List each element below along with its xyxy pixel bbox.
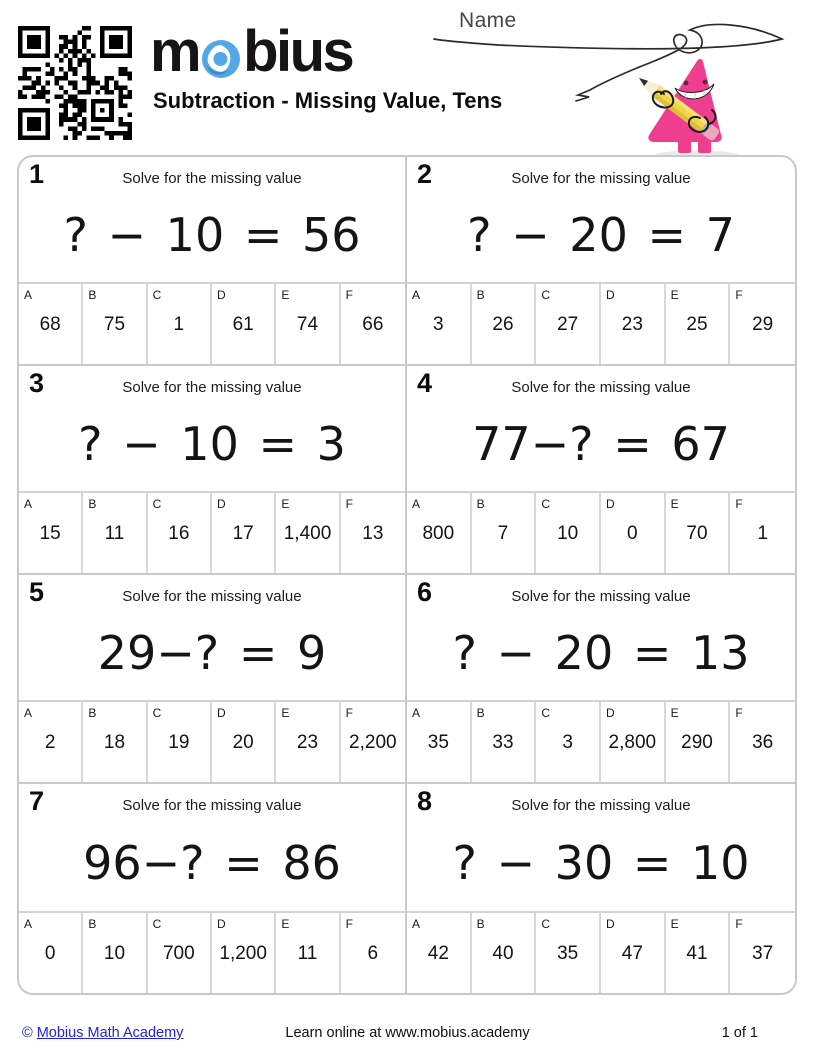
problem-prompt: Solve for the missing value	[122, 797, 302, 814]
answer-option-b	[83, 702, 147, 782]
answer-value: 2,200	[349, 732, 397, 753]
answer-option-b	[83, 913, 147, 993]
answer-option-d	[212, 913, 276, 993]
answer-option-a	[19, 493, 83, 573]
answer-option-e	[276, 284, 340, 364]
problem-prompt: Solve for the missing value	[122, 588, 302, 605]
problem-number: 2	[417, 159, 433, 189]
answer-letter: B	[88, 497, 97, 511]
answer-letter: A	[24, 497, 33, 511]
worksheet-grid	[17, 155, 797, 995]
answer-letter: C	[541, 497, 550, 511]
problem-card-1	[19, 157, 407, 366]
answer-options	[407, 911, 795, 993]
answer-letter: D	[605, 706, 615, 720]
answer-letter: A	[412, 497, 421, 511]
problem-equation: 96−? = 86	[83, 835, 341, 890]
footer-learn-online-text: Learn online at www.mobius.academy	[285, 1025, 530, 1041]
answer-letter: C	[152, 288, 162, 302]
answer-letter: A	[24, 917, 33, 931]
page-number: 1 of 1	[721, 1025, 758, 1041]
answer-value: 20	[232, 732, 254, 753]
answer-value: 75	[103, 314, 126, 335]
answer-letter: D	[217, 288, 226, 302]
answer-value: 10	[557, 523, 579, 544]
answer-letter: E	[670, 497, 679, 511]
answer-letter: F	[345, 706, 353, 720]
name-field-label: Name	[459, 9, 517, 32]
answer-letter: F	[345, 497, 353, 511]
answer-value: 11	[297, 943, 318, 964]
answer-letter: D	[605, 917, 615, 931]
answer-option-d	[601, 702, 666, 782]
answer-letter: D	[217, 917, 226, 931]
answer-value: 27	[557, 314, 579, 335]
problem-equation: 29−? = 9	[97, 625, 327, 680]
mobius-math-academy-link[interactable]: Mobius Math Academy	[36, 1025, 184, 1041]
logo-text-suffix: bius	[243, 19, 353, 84]
page-footer	[0, 1025, 815, 1047]
answer-option-b	[472, 702, 537, 782]
mobius-logo-orb-icon	[201, 39, 241, 79]
answer-option-b	[472, 284, 537, 364]
problem-prompt: Solve for the missing value	[122, 379, 302, 396]
answer-option-e	[666, 702, 731, 782]
answer-value: 1	[757, 523, 768, 544]
problem-prompt: Solve for the missing value	[122, 170, 302, 187]
answer-value: 17	[232, 523, 254, 544]
answer-value: 37	[752, 943, 774, 964]
problem-number: 6	[417, 577, 433, 607]
answer-value: 1	[173, 314, 185, 335]
answer-value: 41	[686, 943, 708, 964]
answer-option-d	[601, 284, 666, 364]
qr-code	[18, 26, 132, 140]
answer-value: 23	[296, 732, 319, 753]
answer-letter: F	[345, 288, 353, 302]
pencil-character-illustration	[428, 18, 800, 160]
problem-card-6	[407, 575, 795, 784]
answer-option-a	[19, 284, 83, 364]
answer-value: 42	[427, 943, 449, 964]
mobius-logo	[150, 19, 353, 84]
answer-option-c	[536, 702, 601, 782]
answer-option-c	[536, 284, 601, 364]
answer-letter: D	[605, 288, 615, 302]
answer-value: 33	[492, 732, 514, 753]
answer-options	[19, 911, 405, 993]
answer-letter: E	[670, 917, 679, 931]
problem-number: 3	[29, 368, 45, 398]
answer-letter: C	[541, 917, 550, 931]
answer-value: 290	[681, 732, 713, 753]
answer-option-f	[730, 913, 795, 993]
problem-prompt: Solve for the missing value	[511, 170, 691, 187]
answer-letter: C	[541, 288, 550, 302]
answer-value: 23	[621, 314, 643, 335]
answer-value: 0	[627, 523, 638, 544]
answer-option-d	[212, 493, 276, 573]
answer-option-e	[666, 913, 731, 993]
answer-value: 2,800	[608, 732, 657, 753]
answer-option-a	[407, 702, 472, 782]
answer-letter: F	[735, 917, 743, 931]
answer-value: 3	[562, 732, 573, 753]
answer-value: 35	[427, 732, 449, 753]
answer-option-f	[730, 284, 795, 364]
problem-card-2	[407, 157, 795, 366]
answer-value: 29	[752, 314, 774, 335]
logo-text-prefix: m	[150, 19, 200, 84]
answer-letter: E	[670, 288, 679, 302]
answer-value: 35	[557, 943, 579, 964]
problem-card-3	[19, 366, 407, 575]
answer-option-b	[83, 493, 147, 573]
answer-options	[407, 491, 795, 573]
answer-option-c	[148, 284, 212, 364]
answer-option-b	[472, 913, 537, 993]
answer-value: 25	[686, 314, 708, 335]
answer-letter: B	[88, 917, 97, 931]
answer-option-b	[472, 493, 537, 573]
problem-equation: ? − 10 = 3	[78, 416, 346, 471]
answer-letter: E	[281, 917, 290, 931]
answer-value: 11	[104, 523, 125, 544]
problem-number: 1	[29, 159, 45, 189]
problem-card-8	[407, 784, 795, 993]
answer-option-f	[341, 702, 405, 782]
answer-value: 40	[492, 943, 514, 964]
name-underline-doodle	[434, 24, 782, 101]
answer-option-e	[276, 702, 340, 782]
answer-options	[407, 700, 795, 782]
answer-letter: E	[670, 706, 679, 720]
answer-value: 13	[362, 523, 384, 544]
answer-options	[19, 700, 405, 782]
answer-value: 61	[232, 314, 254, 335]
problem-number: 5	[29, 577, 45, 607]
answer-letter: B	[476, 497, 485, 511]
answer-option-c	[536, 913, 601, 993]
answer-value: 47	[621, 943, 643, 964]
answer-option-f	[341, 284, 405, 364]
answer-option-f	[341, 913, 405, 993]
answer-option-d	[601, 913, 666, 993]
answer-value: 15	[39, 523, 61, 544]
answer-letter: D	[217, 706, 226, 720]
problem-prompt: Solve for the missing value	[511, 588, 691, 605]
answer-option-d	[212, 702, 276, 782]
answer-letter: B	[88, 706, 97, 720]
answer-value: 68	[39, 314, 61, 335]
copyright-symbol: ©	[22, 1025, 33, 1041]
answer-option-f	[341, 493, 405, 573]
answer-option-d	[601, 493, 666, 573]
answer-letter: C	[152, 706, 162, 720]
problem-equation: ? − 30 = 10	[452, 835, 750, 890]
problem-equation: ? − 10 = 56	[63, 207, 361, 262]
problem-card-4	[407, 366, 795, 575]
answer-value: 10	[103, 943, 126, 964]
answer-letter: F	[735, 497, 743, 511]
answer-option-a	[19, 913, 83, 993]
answer-value: 18	[103, 732, 126, 753]
answer-value: 66	[362, 314, 384, 335]
answer-letter: B	[476, 917, 485, 931]
answer-value: 700	[162, 943, 195, 964]
answer-value: 36	[752, 732, 774, 753]
problem-number: 7	[29, 786, 45, 816]
answer-option-c	[148, 913, 212, 993]
problem-prompt: Solve for the missing value	[511, 379, 691, 396]
problem-number: 4	[417, 368, 433, 398]
answer-letter: D	[605, 497, 615, 511]
problem-prompt: Solve for the missing value	[511, 797, 691, 814]
answer-value: 1,200	[219, 943, 267, 964]
answer-value: 800	[422, 523, 455, 544]
answer-option-a	[407, 284, 472, 364]
answer-option-e	[276, 913, 340, 993]
answer-letter: E	[281, 497, 290, 511]
answer-option-f	[730, 702, 795, 782]
answer-letter: F	[345, 917, 353, 931]
problem-equation: 77−? = 67	[472, 416, 730, 471]
answer-option-a	[407, 493, 472, 573]
answer-value: 2	[44, 732, 56, 753]
answer-option-e	[276, 493, 340, 573]
problem-equation: ? − 20 = 7	[467, 207, 735, 262]
answer-option-f	[730, 493, 795, 573]
answer-letter: D	[217, 497, 226, 511]
answer-option-c	[536, 493, 601, 573]
answer-value: 70	[686, 523, 708, 544]
answer-letter: C	[152, 917, 162, 931]
problem-equation: ? − 20 = 13	[452, 625, 750, 680]
worksheet-title: Subtraction - Missing Value, Tens	[153, 88, 503, 113]
problem-card-5	[19, 575, 407, 784]
answer-option-e	[666, 493, 731, 573]
answer-value: 16	[168, 523, 190, 544]
answer-letter: F	[735, 706, 743, 720]
answer-letter: B	[476, 706, 485, 720]
answer-options	[407, 282, 795, 364]
answer-value: 26	[492, 314, 514, 335]
answer-option-d	[212, 284, 276, 364]
answer-value: 3	[433, 314, 444, 335]
answer-letter: A	[412, 917, 421, 931]
answer-value: 19	[168, 732, 190, 753]
answer-option-c	[148, 493, 212, 573]
answer-options	[19, 491, 405, 573]
answer-value: 74	[296, 314, 319, 335]
answer-letter: E	[281, 706, 290, 720]
answer-letter: B	[88, 288, 97, 302]
answer-letter: A	[412, 706, 421, 720]
answer-value: 7	[497, 523, 509, 544]
problem-card-7	[19, 784, 407, 993]
answer-value: 1,400	[283, 523, 332, 544]
answer-letter: A	[24, 288, 33, 302]
answer-options	[19, 282, 405, 364]
answer-option-e	[666, 284, 731, 364]
answer-letter: C	[541, 706, 550, 720]
answer-letter: A	[24, 706, 33, 720]
answer-letter: B	[476, 288, 485, 302]
answer-letter: F	[735, 288, 743, 302]
answer-option-a	[407, 913, 472, 993]
problem-number: 8	[417, 786, 433, 816]
answer-value: 6	[367, 943, 379, 964]
answer-option-c	[148, 702, 212, 782]
answer-letter: A	[412, 288, 421, 302]
answer-value: 0	[44, 943, 56, 964]
answer-option-a	[19, 702, 83, 782]
answer-option-b	[83, 284, 147, 364]
answer-letter: E	[281, 288, 290, 302]
answer-letter: C	[152, 497, 162, 511]
